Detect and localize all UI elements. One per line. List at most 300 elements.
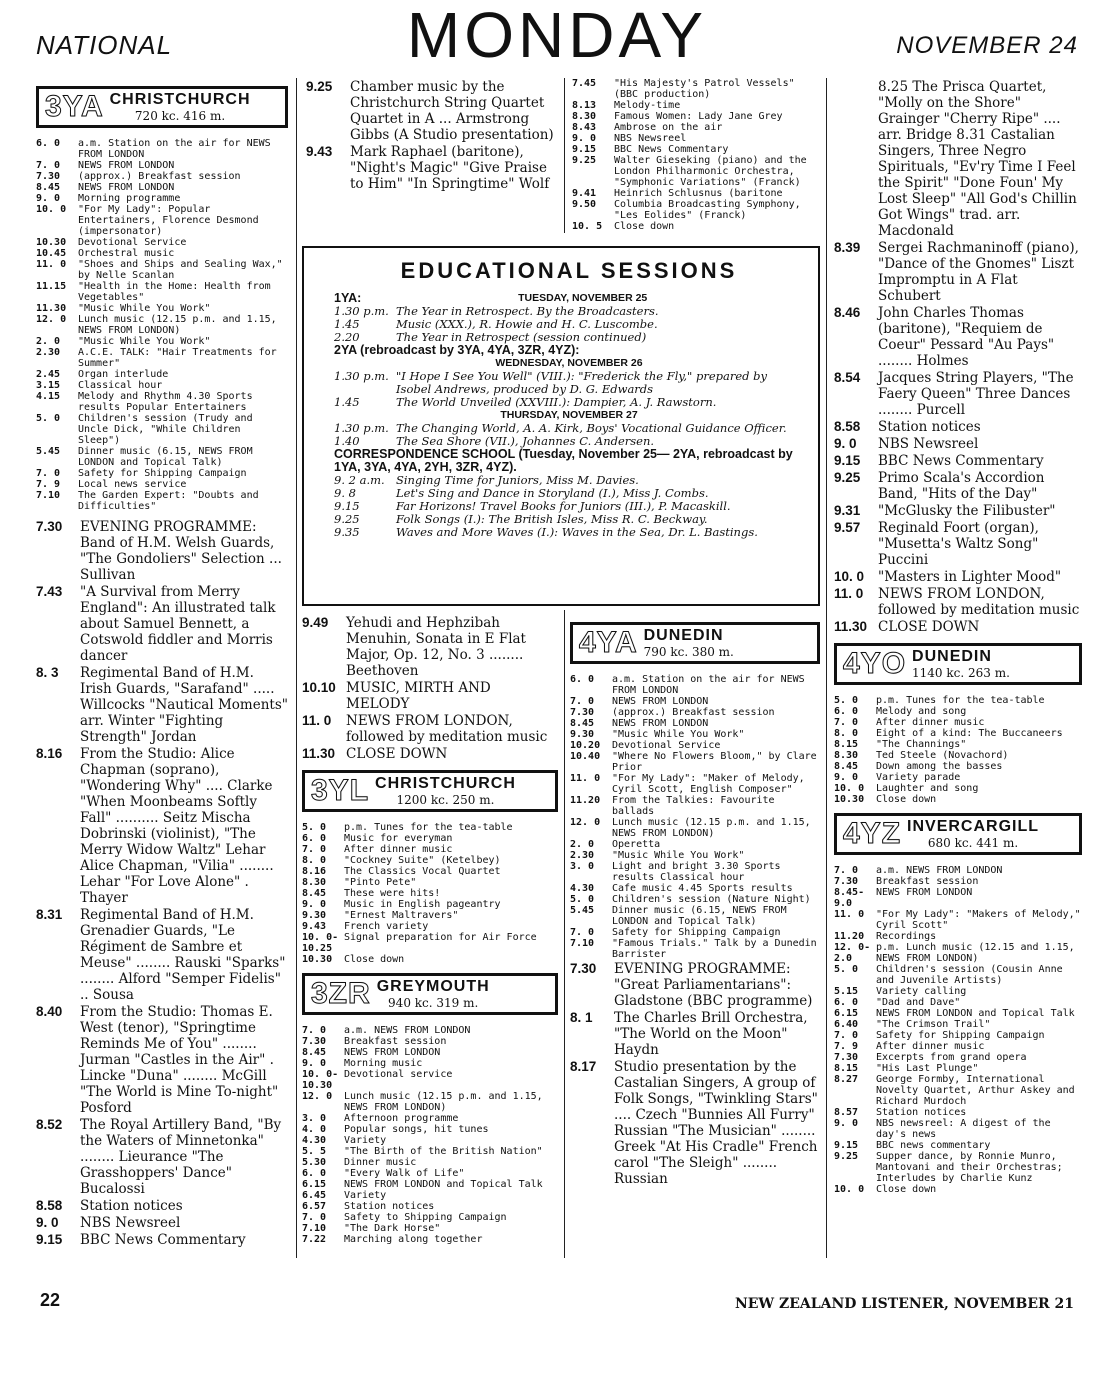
entry-text: Lunch music (12.15 p.m. and 1.15, NEWS FROM LONDON) xyxy=(612,817,811,839)
entry-time: 8.16 xyxy=(302,866,327,877)
entry-time: 10. 5 xyxy=(572,221,603,232)
programme-entry xyxy=(834,586,1082,618)
programme-entry xyxy=(570,674,820,696)
station-logo-3ya xyxy=(36,86,288,128)
entry-time: 9.41 xyxy=(572,188,597,199)
entry-text: A.C.E. TALK: "Hair Treatments for Summer" xyxy=(78,347,277,369)
entry-text: (approx.) Breakfast session xyxy=(612,707,775,718)
entry-time: 8.57 xyxy=(834,1107,859,1118)
programme-entry xyxy=(36,336,288,347)
entry-text: NEWS FROM LONDON xyxy=(78,160,175,171)
entry-time: 8.40 xyxy=(36,1004,63,1019)
entry-text: The Year in Retrospect. By the Broadcasters. xyxy=(396,304,659,318)
entry-time: 10. 0 xyxy=(834,1184,865,1195)
entry-time: 9.30 xyxy=(570,729,595,740)
entry-time: 6.40 xyxy=(834,1019,859,1030)
edu-head: 1YA: xyxy=(334,291,362,305)
entry-time: 9.25 xyxy=(834,1151,859,1162)
entry-time: 5. 5 xyxy=(302,1146,327,1157)
entry-text: NEWS FROM LONDON, followed by meditation music xyxy=(346,713,548,745)
entry-text: "His Majesty's Patrol Vessels" (BBC production) xyxy=(614,78,795,100)
programme-entry xyxy=(36,907,288,1003)
programme-entry xyxy=(572,78,820,100)
programme-entry xyxy=(36,303,288,314)
entry-time: 10.30 xyxy=(36,237,67,248)
entry-text: Music (XXX.), R. Howie and H. C. Luscombe. xyxy=(396,317,658,331)
programme-entry xyxy=(570,729,820,740)
entry-time: 5.30 xyxy=(302,1157,327,1168)
entry-time: 8.45-9.0 xyxy=(834,887,865,909)
entry-time: 2.20 xyxy=(334,330,360,344)
programme-entry xyxy=(36,490,288,512)
entry-time: 8.43 xyxy=(572,122,597,133)
edu-date: THURSDAY, NOVEMBER 27 xyxy=(500,409,638,421)
entry-text: "For My Lady": "Maker of Melody, Cyril Scott, English Composer" xyxy=(612,773,805,795)
entry-time: 9.15 xyxy=(834,453,861,468)
entry-text: Walter Gieseking (piano) and the London Philharmonic Orchestra, "Symphonic Variations" (Franck) xyxy=(614,155,807,188)
entry-text: Laughter and song xyxy=(876,783,979,794)
entry-text: Variety calling xyxy=(876,986,967,997)
programme-entry xyxy=(302,680,558,712)
programme-entry xyxy=(36,1117,288,1197)
entry-text: "Dad and Dave" xyxy=(876,997,961,1008)
column-3ya xyxy=(36,78,288,1249)
entry-time: 4.30 xyxy=(302,1135,327,1146)
programme-entry xyxy=(302,1201,558,1212)
entry-text: NEWS FROM LONDON xyxy=(612,696,709,707)
entry-text: BBC News Commentary xyxy=(80,1232,246,1248)
entry-time: 5. 0 xyxy=(302,822,327,833)
entry-time: 9.25 xyxy=(306,79,333,94)
programme-entry xyxy=(834,876,1082,887)
entry-time: 5. 0 xyxy=(834,695,859,706)
entry-time: 7.10 xyxy=(302,1223,327,1234)
entry-time: 6.57 xyxy=(302,1201,327,1212)
entry-time: 7. 0 xyxy=(36,468,61,479)
programme-entry xyxy=(834,436,1082,452)
programme-entry xyxy=(36,259,288,281)
entry-text: Station notices xyxy=(80,1198,183,1214)
programme-entry xyxy=(36,519,288,583)
entry-text: Close down xyxy=(876,1184,937,1195)
entry-time: 8.45 xyxy=(302,888,327,899)
entry-text: a.m. NEWS FROM LONDON xyxy=(876,865,1003,876)
entry-time: 7. 0 xyxy=(570,696,595,707)
entry-time: 9.25 xyxy=(834,470,861,485)
programme-entry xyxy=(334,526,804,539)
entry-time: 9.15 xyxy=(334,499,360,513)
programme-entry xyxy=(302,822,558,833)
entry-text: Morning music xyxy=(344,1058,423,1069)
entry-time: 11. 0 xyxy=(834,586,864,601)
edu-date: WEDNESDAY, NOVEMBER 26 xyxy=(495,357,643,369)
entry-time: 7.30 xyxy=(570,961,597,976)
programme-entry xyxy=(302,888,558,899)
entry-time: 9.43 xyxy=(302,921,327,932)
entry-time: 10.40 xyxy=(570,751,601,762)
programme-entry xyxy=(834,887,1082,909)
programme-entry xyxy=(36,347,288,369)
entry-text: CLOSE DOWN xyxy=(346,746,448,762)
entry-time: 8.16 xyxy=(36,746,63,761)
entry-text: The Royal Artillery Band, "By the Waters of Minnetonka" ........ Lieurance "The Grasshoppers' Dance" Bucalossi xyxy=(80,1117,282,1197)
column-rule xyxy=(296,78,297,1258)
entry-time: 1.30 p.m. xyxy=(334,369,389,383)
entry-time: 9.49 xyxy=(302,615,329,630)
page-title: MONDAY xyxy=(406,0,708,71)
programme-entry xyxy=(834,470,1082,502)
station-logo-3zr xyxy=(302,973,558,1015)
entry-time: 7. 0 xyxy=(302,844,327,855)
entry-text: Marching along together xyxy=(344,1234,483,1245)
entry-text: Devotional Service xyxy=(78,237,187,248)
entry-time: 6. 0 xyxy=(834,706,859,717)
programme-entry xyxy=(570,905,820,927)
programme-entry xyxy=(834,909,1082,931)
entry-text: "Music While You Work" xyxy=(612,850,745,861)
entry-text: NEWS FROM LONDON xyxy=(78,182,175,193)
entry-time xyxy=(834,79,878,239)
programme-entry xyxy=(306,79,558,143)
programme-entry xyxy=(834,1151,1082,1184)
programme-entry xyxy=(834,772,1082,783)
entry-text: Mark Raphael (baritone), "Night's Magic" "Give Praise to Him" "In Springtime" Wolf xyxy=(350,144,550,192)
page-number: 22 xyxy=(40,1290,61,1310)
entry-time: 8. 0 xyxy=(302,855,327,866)
entry-text: Music for everyman xyxy=(344,833,453,844)
programme-entry xyxy=(306,144,558,192)
entry-time: 7.10 xyxy=(570,938,595,949)
entry-time: 7.10 xyxy=(36,490,61,501)
entry-time: 5.15 xyxy=(834,986,859,997)
entry-text: From the Studio: Alice Chapman (soprano), "Wondering Why" .... Clarke "When Moonbeams Softly Fall" .......... Seitz Mischa Dobrinski (violinist), "The Merry Widow Waltz" Lehar Alice Chapman, "Vilia" ........ Lehar "For Love Alone" . Thayer xyxy=(80,746,274,906)
programme-entry xyxy=(36,479,288,490)
programme-entry xyxy=(334,370,804,396)
entry-time: 12. 0 xyxy=(36,314,67,325)
entry-time: 9. 0 xyxy=(834,772,859,783)
programme-entry xyxy=(834,419,1082,435)
entry-text: "Music While You Work" xyxy=(612,729,745,740)
programme-entry xyxy=(570,696,820,707)
programme-entry xyxy=(834,997,1082,1008)
entry-time: 11.15 xyxy=(36,281,67,292)
entry-text: Eight of a kind: The Buccaneers xyxy=(876,728,1063,739)
entry-text: Primo Scala's Accordion Band, "Hits of the Day" xyxy=(878,470,1045,502)
entry-text: Waves and More Waves (I.): Waves in the Sea, Dr. L. Bastings. xyxy=(396,525,758,539)
entry-time: 8.54 xyxy=(834,370,861,385)
entry-time: 4. 0 xyxy=(302,1124,327,1135)
entry-time: 11. 0 xyxy=(570,773,601,784)
entry-text: a.m. NEWS FROM LONDON xyxy=(344,1025,471,1036)
entry-time: 10.30 xyxy=(834,794,865,805)
entry-text: NEWS FROM LONDON and Topical Talk xyxy=(876,1008,1075,1019)
entry-text: Ambrose on the air xyxy=(614,122,723,133)
entry-text: Dinner music (6.15, NEWS FROM LONDON and Topical Talk) xyxy=(612,905,787,927)
station-city: CHRISTCHURCH xyxy=(375,775,516,792)
entry-text: Classical hour xyxy=(78,380,163,391)
programme-entry xyxy=(834,750,1082,761)
entry-time: 9.31 xyxy=(834,503,861,518)
entry-time: 7.30 xyxy=(302,1036,327,1047)
programme-entry xyxy=(834,1107,1082,1118)
programme-entry xyxy=(302,899,558,910)
programme-entry xyxy=(834,931,1082,942)
entry-time: 6.15 xyxy=(834,1008,859,1019)
entry-time: 8. 1 xyxy=(570,1010,593,1025)
programme-entry xyxy=(572,221,820,232)
programme-entry xyxy=(570,795,820,817)
entry-text: Famous Women: Lady Jane Grey xyxy=(614,111,783,122)
programme-entry xyxy=(834,503,1082,519)
entry-text: Far Horizons! Travel Books for Juniors (III.), P. Macaskill. xyxy=(396,499,731,513)
entry-text: Jacques String Players, "The Faery Queen" Three Dances ........ Purcell xyxy=(878,370,1074,418)
entry-text: Dinner music xyxy=(344,1157,417,1168)
entry-time: 8.15 xyxy=(834,1063,859,1074)
programme-entry xyxy=(302,1047,558,1058)
entry-text: "Ernest Maltravers" xyxy=(344,910,459,921)
entry-text: Lunch music (12.15 p.m. and 1.15, NEWS FROM LONDON) xyxy=(344,1091,543,1113)
entry-text: Cafe music 4.45 Sports results xyxy=(612,883,793,894)
entry-time: 11. 0 xyxy=(302,713,332,728)
programme-entry xyxy=(572,133,820,144)
entry-text: Station notices xyxy=(876,1107,967,1118)
programme-entry xyxy=(36,193,288,204)
entry-text: Devotional Service xyxy=(612,740,721,751)
entry-text: "The Birth of the British Nation" xyxy=(344,1146,543,1157)
entry-text: "Masters in Lighter Mood" xyxy=(878,569,1062,585)
entry-time: 9. 0 xyxy=(36,1215,59,1230)
header-date: NOVEMBER 24 xyxy=(896,32,1078,59)
programme-entry xyxy=(302,833,558,844)
programme-entry xyxy=(834,1008,1082,1019)
entry-time: 1.30 p.m. xyxy=(334,304,389,318)
programme-entry xyxy=(302,1179,558,1190)
programme-entry xyxy=(572,199,820,221)
programme-entry xyxy=(36,1004,288,1116)
entry-time: 9.25 xyxy=(572,155,597,166)
entry-text: "Music While You Work" xyxy=(78,336,211,347)
entry-text: Melody-time xyxy=(614,100,681,111)
programme-entry xyxy=(570,1059,820,1187)
entry-text: The Charles Brill Orchestra, "The World on the Moon" Haydn xyxy=(614,1010,808,1058)
entry-time: 10.45 xyxy=(36,248,67,259)
entry-text: Melody and song xyxy=(876,706,967,717)
programme-entry xyxy=(834,370,1082,418)
programme-entry xyxy=(570,817,820,839)
column-4ya xyxy=(570,614,820,1188)
entry-text: NEWS FROM LONDON xyxy=(876,887,973,898)
entry-time: 9. 0 xyxy=(834,436,857,451)
entry-time: 5. 0 xyxy=(834,964,859,975)
entry-time: 8.17 xyxy=(570,1059,597,1074)
programme-entry xyxy=(570,961,820,1009)
entry-time: 6. 0 xyxy=(36,138,61,149)
entry-time: 10. 0 xyxy=(834,569,865,584)
entry-time: 8.46 xyxy=(834,305,861,320)
entry-text: Safety for Shipping Campaign xyxy=(78,468,247,479)
entry-time: 9. 0 xyxy=(834,1118,859,1129)
entry-time: 10. 0 xyxy=(36,204,67,215)
entry-time: 6.45 xyxy=(302,1190,327,1201)
entry-text: Ted Steele (Novachord) xyxy=(876,750,1009,761)
entry-text: Folk Songs (I.): The British Isles, Miss R. C. Beckway. xyxy=(396,512,708,526)
entry-time: 1.40 xyxy=(334,434,360,448)
entry-time: 1.45 xyxy=(334,395,360,409)
entry-time: 7.30 xyxy=(834,876,859,887)
entry-text: After dinner music xyxy=(344,844,453,855)
column-4 xyxy=(834,78,1082,1195)
entry-time: 8.30 xyxy=(302,877,327,888)
educational-sessions-box xyxy=(302,246,820,606)
programme-entry xyxy=(834,520,1082,568)
entry-text: NEWS FROM LONDON xyxy=(612,718,709,729)
entry-text: "A Survival from Merry England": An illustrated talk about Samuel Bennett, a Cotswold fiddler and Morris dancer xyxy=(80,584,276,664)
entry-text: NBS Newsreel xyxy=(614,133,687,144)
programme-entry xyxy=(302,1113,558,1124)
entry-time: 8.15 xyxy=(834,739,859,750)
entry-text: Close down xyxy=(344,954,405,965)
station-frequency: 1140 kc. 263 m. xyxy=(912,666,1010,680)
station-frequency: 940 kc. 319 m. xyxy=(388,996,479,1010)
station-frequency: 680 kc. 441 m. xyxy=(927,836,1019,850)
programme-entry xyxy=(302,1135,558,1146)
programme-entry xyxy=(302,1212,558,1223)
programme-entry xyxy=(36,160,288,171)
programme-entry xyxy=(570,718,820,729)
programme-entry xyxy=(302,1025,558,1036)
programme-entry xyxy=(36,746,288,906)
station-frequency: 790 kc. 380 m. xyxy=(643,645,734,659)
programme-entry xyxy=(834,1118,1082,1140)
station-city: DUNEDIN xyxy=(643,627,724,644)
entry-time: 7.30 xyxy=(36,171,61,182)
programme-entry xyxy=(834,1052,1082,1063)
entry-text: NBS Newsreel xyxy=(878,436,979,452)
entry-text: Regimental Band of H.M. Grenadier Guards, "Le Régiment de Sambre et Meuse" ........ Rauski "Sparks" ........ Alford "Semper Fidelis" .. Sousa xyxy=(80,907,286,1003)
entry-time: 7. 0 xyxy=(834,1030,859,1041)
entry-text: NBS Newsreel xyxy=(80,1215,181,1231)
programme-entry xyxy=(834,865,1082,876)
entry-time: 3. 0 xyxy=(302,1113,327,1124)
entry-text: Recordings xyxy=(876,931,937,942)
entry-text: Regimental Band of H.M. Irish Guards, "Sarafand" ..... Willcocks "Nautical Moments" arr. Winter "Fighting Strength" Jordan xyxy=(80,665,288,745)
station-call: 3YA xyxy=(45,90,104,123)
station-city: DUNEDIN xyxy=(912,648,992,665)
programme-entry xyxy=(570,883,820,894)
entry-text: Popular songs, hit tunes xyxy=(344,1124,489,1135)
programme-entry xyxy=(36,380,288,391)
edu-head: 2YA (rebroadcast by 3YA, 4YA, 3ZR, 4YZ): xyxy=(334,343,580,357)
entry-time: 9. 0 xyxy=(302,1058,327,1069)
entry-time: 7.45 xyxy=(572,78,597,89)
programme-entry xyxy=(834,1041,1082,1052)
entry-text: Chamber music by the Christchurch String Quartet Quartet in A ... Armstrong Gibbs (A Studio presentation) xyxy=(350,79,554,143)
entry-text: "Cockney Suite" (Ketelbey) xyxy=(344,855,501,866)
station-city: CHRISTCHURCH xyxy=(109,91,251,108)
entry-text: EVENING PROGRAMME: Band of H.M. Welsh Guards, "The Gondoliers" Selection ... Sullivan xyxy=(80,519,282,583)
entry-time: 9.35 xyxy=(334,525,360,539)
programme-entry xyxy=(302,1157,558,1168)
programme-entry xyxy=(302,615,558,679)
programme-entry xyxy=(834,1063,1082,1074)
entry-text: a.m. Station on the air for NEWS FROM LONDON xyxy=(612,674,805,696)
entry-time: 10. 0-10.30 xyxy=(302,1069,339,1091)
entry-text: The Sea Shore (VII.), Johannes C. Andersen. xyxy=(396,434,655,448)
entry-time: 11. 0 xyxy=(834,909,865,920)
header-left: NATIONAL xyxy=(36,30,173,60)
entry-time: 5.45 xyxy=(36,446,61,457)
programme-entry xyxy=(834,453,1082,469)
entry-text: Close down xyxy=(614,221,675,232)
column-rule xyxy=(826,78,827,1258)
entry-text: Signal preparation for Air Force xyxy=(344,932,537,943)
entry-text: "Health in the Home: Health from Vegetables" xyxy=(78,281,271,303)
entry-time: 10.30 xyxy=(302,954,333,965)
programme-entry xyxy=(302,1190,558,1201)
entry-text: 8.25 The Prisca Quartet, "Molly on the Shore" Grainger "Cherry Ripe" .... arr. Bridge 8.31 Castalian Singers, Three Negro Spirituals, "Ev'ry Time I Feel the Spirit" "Done Foun' My Lost Sleep" "All God's Chillin Got Wings" trad. arr. Macdonald xyxy=(878,79,1077,239)
entry-text: Lunch music (12.15 p.m. and 1.15, NEWS FROM LONDON) xyxy=(78,314,277,336)
entry-text: Studio presentation by the Castalian Singers, A group of Folk Songs, "Twinkling Stars" .... Czech "Bunnies All Furry" Russian "The Musician" ........ Greek "At His Cradle" French carol "The Sleigh" ........ Russian xyxy=(614,1059,818,1187)
entry-time: 9. 8 xyxy=(334,486,356,500)
entry-time: 8.31 xyxy=(36,907,63,922)
programme-entry xyxy=(572,111,820,122)
entry-text: Station notices xyxy=(878,419,981,435)
entry-text: The Year in Retrospect (session continued) xyxy=(396,330,647,344)
entry-text: "His Last Plunge" xyxy=(876,1063,979,1074)
column-2-top xyxy=(306,78,558,193)
entry-time: 7. 0 xyxy=(570,927,595,938)
entry-time: 9.57 xyxy=(834,520,861,535)
entry-text: Let's Sing and Dance in Storyland (I.), Miss J. Combs. xyxy=(396,486,709,500)
entry-time: 2. 0 xyxy=(570,839,595,850)
edu-head: CORRESPONDENCE SCHOOL (Tuesday, November 25— 2YA, rebroadcast by 1YA, 3YA, 4YA, 2YH, 3ZR, 4YZ). xyxy=(334,447,793,474)
entry-time: 3.15 xyxy=(36,380,61,391)
entry-text: "McGlusky the Filibuster" xyxy=(878,503,1056,519)
entry-text: "Music While You Work" xyxy=(78,303,211,314)
programme-entry xyxy=(302,855,558,866)
entry-time: 8.58 xyxy=(834,419,861,434)
programme-entry xyxy=(302,932,558,954)
entry-text: CLOSE DOWN xyxy=(878,619,980,635)
entry-text: Organ interlude xyxy=(78,369,169,380)
entry-time: 11.30 xyxy=(834,619,868,634)
programme-entry xyxy=(834,706,1082,717)
entry-text: p.m. Tunes for the tea-table xyxy=(876,695,1045,706)
programme-entry xyxy=(834,728,1082,739)
entry-time: 10. 0-10.25 xyxy=(302,932,339,954)
programme-entry xyxy=(302,1036,558,1047)
station-call: 4YO xyxy=(843,647,907,680)
entry-time: 8. 0 xyxy=(834,728,859,739)
entry-text: "Pinto Pete" xyxy=(344,877,417,888)
programme-entry xyxy=(570,938,820,960)
entry-text: EVENING PROGRAMME: "Great Parliamentarians": Gladstone (BBC programme) xyxy=(614,961,813,1009)
entry-time: 6. 0 xyxy=(302,1168,327,1179)
entry-text: Station notices xyxy=(344,1201,435,1212)
entry-time: 9.15 xyxy=(572,144,597,155)
entry-time: 8.27 xyxy=(834,1074,859,1085)
programme-entry xyxy=(570,1010,820,1058)
entry-text: "Famous Trials." Talk by a Dunedin Barrister xyxy=(612,938,817,960)
programme-entry xyxy=(834,305,1082,369)
station-logo-4yz xyxy=(834,813,1082,855)
programme-entry xyxy=(834,1030,1082,1041)
column-rule xyxy=(564,610,565,1258)
programme-entry xyxy=(570,751,820,773)
station-frequency: 720 kc. 416 m. xyxy=(134,109,226,123)
entry-time: 4.30 xyxy=(570,883,595,894)
entry-time: 6. 0 xyxy=(834,997,859,1008)
